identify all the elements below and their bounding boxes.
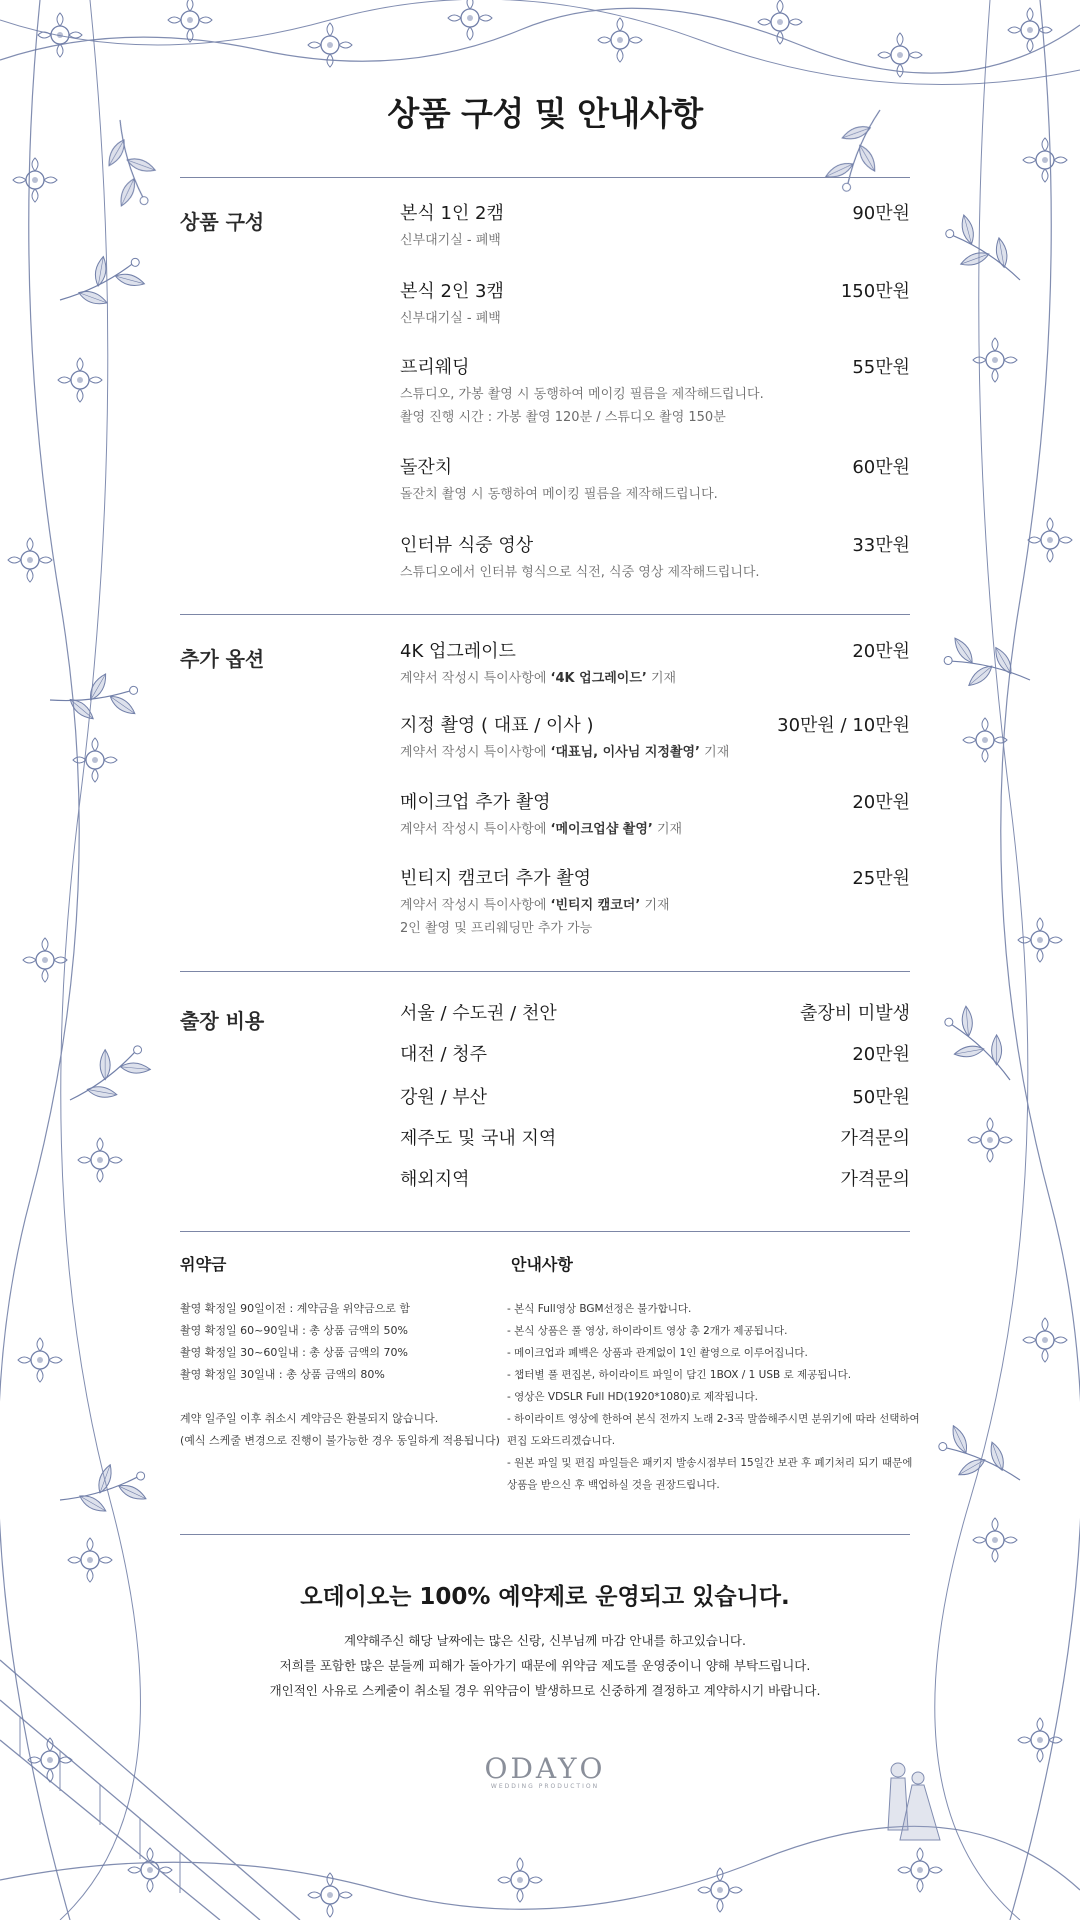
product-desc: 신부대기실 - 폐백 (400, 233, 501, 248)
product-price: 33만원 (852, 535, 910, 556)
option-desc (400, 667, 910, 690)
section-label-products: 상품 구성 (180, 210, 265, 234)
notice-line: 저희를 포함한 많은 분들께 피해가 돌아가기 때문에 위약금 제도를 운영중이니 양해 부탁드립니다. (279, 1658, 811, 1673)
product-item (400, 455, 910, 506)
penalty-title: 위약금 (180, 1255, 227, 1274)
option-desc (400, 818, 910, 841)
section-label-travel: 출장 비용 (180, 1009, 265, 1033)
option-desc-prefix: 계약서 작성시 특이사항에 (400, 671, 551, 686)
travel-cost: 50만원 (852, 1087, 910, 1108)
option-desc-suffix: 기재 (700, 745, 730, 760)
guide-line: - 메이크업과 폐백은 상품과 관계없이 1인 촬영으로 이루어집니다. (507, 1347, 808, 1359)
option-item (400, 713, 910, 764)
option-price: 30만원 / 10만원 (777, 715, 910, 736)
travel-cost: 가격문의 (840, 1128, 910, 1149)
brand-logo (180, 1752, 910, 1790)
divider (180, 971, 910, 972)
notice-line: 개인적인 사유로 스케줄이 취소될 경우 위약금이 발생하므로 신중하게 결정하고 계약하시기 바랍니다. (269, 1683, 821, 1698)
travel-cost: 가격문의 (840, 1169, 910, 1190)
penalty-line: 촬영 확정일 60~90일내 : 총 상품 금액의 50% (180, 1324, 408, 1337)
option-desc-prefix: 계약서 작성시 특이사항에 (400, 898, 551, 913)
product-price: 150만원 (840, 281, 910, 302)
guide-line: - 원본 파일 및 편집 파일들은 패키지 발송시점부터 15일간 보관 후 폐기처리 되기 때문에 (507, 1457, 913, 1469)
section-label-options: 추가 옵션 (180, 647, 265, 671)
travel-row (400, 1126, 910, 1152)
product-desc: 돌잔치 촬영 시 동행하여 메이킹 필름을 제작해드립니다. (400, 487, 718, 502)
product-name: 인터뷰 식중 영상 (400, 535, 534, 556)
penalty-list (180, 1298, 410, 1386)
divider (180, 177, 910, 178)
option-desc-suffix: 기재 (646, 671, 677, 686)
travel-row (400, 1042, 910, 1068)
option-name: 지정 촬영 ( 대표 / 이사 ) (400, 715, 594, 736)
product-price: 60만원 (852, 457, 910, 478)
option-keyword: ‘메이크업샵 촬영’ (550, 822, 653, 837)
travel-region: 강원 / 부산 (400, 1087, 488, 1108)
product-desc-line: 스튜디오, 가봉 촬영 시 동행하여 메이킹 필름을 제작해드립니다. (400, 387, 764, 402)
product-item (400, 533, 910, 584)
option-price: 20만원 (852, 792, 910, 813)
travel-row (400, 1001, 910, 1027)
product-price: 90만원 (852, 203, 910, 224)
option-name: 메이크업 추가 촬영 (400, 792, 551, 813)
guide-line: - 챕터별 풀 편집본, 하이라이트 파일이 담긴 1BOX / 1 USB 로 제공됩니다. (507, 1369, 852, 1381)
option-item (400, 866, 910, 940)
divider (180, 1231, 910, 1232)
product-desc (400, 383, 910, 429)
product-name: 프리웨딩 (400, 357, 470, 378)
guide-line: 편집 도와드리겠습니다. (507, 1435, 616, 1447)
guide-line: - 본식 Full영상 BGM선정은 불가합니다. (507, 1303, 692, 1315)
penalty-line: 촬영 확정일 30~60일내 : 총 상품 금액의 70% (180, 1346, 408, 1359)
option-desc-suffix: 기재 (640, 898, 670, 913)
travel-region: 대전 / 청주 (400, 1044, 488, 1065)
logo-subtitle: WEDDING PRODUCTION (490, 1783, 600, 1790)
option-keyword: ‘4K 업그레이드’ (550, 671, 647, 686)
product-item (400, 201, 910, 252)
option-desc-prefix: 계약서 작성시 특이사항에 (400, 745, 551, 760)
travel-cost: 20만원 (852, 1044, 910, 1065)
option-item (400, 790, 910, 841)
option-price: 20만원 (852, 641, 910, 662)
logo-wordmark: ODAYO (484, 1752, 606, 1785)
divider (180, 614, 910, 615)
product-item (400, 279, 910, 330)
guide-line: - 본식 상품은 풀 영상, 하이라이트 영상 총 2개가 제공됩니다. (507, 1325, 788, 1337)
product-item (400, 355, 910, 429)
travel-cost: 출장비 미발생 (799, 1003, 910, 1024)
option-name: 4K 업그레이드 (400, 641, 516, 662)
option-price: 25만원 (852, 868, 910, 889)
divider (180, 1534, 910, 1535)
option-keyword: ‘빈티지 캠코더’ (550, 898, 641, 913)
notice-body (140, 1628, 950, 1703)
notice-line: 계약해주신 해당 날짜에는 많은 신랑, 신부님께 마감 안내를 하고있습니다. (344, 1633, 746, 1648)
penalty-note: 계약 일주일 이후 취소시 계약금은 환불되지 않습니다. (180, 1412, 439, 1425)
penalty-notes (180, 1408, 500, 1452)
guide-title: 안내사항 (511, 1255, 573, 1274)
product-desc: 신부대기실 - 폐백 (400, 311, 501, 326)
guide-list (507, 1298, 920, 1496)
travel-row (400, 1085, 910, 1111)
product-name: 본식 2인 3캠 (400, 281, 504, 302)
option-name: 빈티지 캠코더 추가 촬영 (400, 868, 592, 889)
product-desc: 스튜디오에서 인터뷰 형식으로 식전, 식중 영상 제작해드립니다. (400, 565, 760, 580)
travel-region: 해외지역 (400, 1169, 470, 1190)
option-item (400, 639, 910, 690)
option-keyword: ‘대표님, 이사님 지정촬영’ (550, 745, 700, 760)
product-name: 본식 1인 2캠 (400, 203, 504, 224)
travel-row (400, 1167, 910, 1193)
penalty-line: 촬영 확정일 90일이전 : 계약금을 위약금으로 함 (180, 1302, 410, 1315)
product-name: 돌잔치 (400, 457, 453, 478)
guide-line: - 하이라이트 영상에 한하여 본식 전까지 노래 2-3곡 말씀해주시면 분위기에 따라 선택하여 (507, 1413, 920, 1425)
travel-region: 제주도 및 국내 지역 (400, 1128, 557, 1149)
option-extra: 2인 촬영 및 프리웨딩만 추가 가능 (400, 921, 593, 936)
option-desc (400, 894, 910, 940)
penalty-note: (예식 스케줄 변경으로 진행이 불가능한 경우 동일하게 적용됩니다) (180, 1434, 500, 1447)
option-desc-prefix: 계약서 작성시 특이사항에 (400, 822, 551, 837)
product-desc-line: 촬영 진행 시간 : 가봉 촬영 120분 / 스튜디오 촬영 150분 (400, 410, 726, 425)
travel-region: 서울 / 수도권 / 천안 (400, 1003, 557, 1024)
notice-title: 오데이오는 100% 예약제로 운영되고 있습니다. (300, 1584, 790, 1610)
guide-line: - 영상은 VDSLR Full HD(1920*1080)로 제작됩니다. (507, 1391, 759, 1403)
product-price: 55만원 (852, 357, 910, 378)
page-title: 상품 구성 및 안내사항 (387, 94, 703, 133)
guide-line: 상품을 받으신 후 백업하실 것을 권장드립니다. (507, 1479, 720, 1491)
option-desc-suffix: 기재 (652, 822, 683, 837)
option-desc (400, 741, 910, 764)
penalty-line: 촬영 확정일 30일내 : 총 상품 금액의 80% (180, 1368, 385, 1381)
